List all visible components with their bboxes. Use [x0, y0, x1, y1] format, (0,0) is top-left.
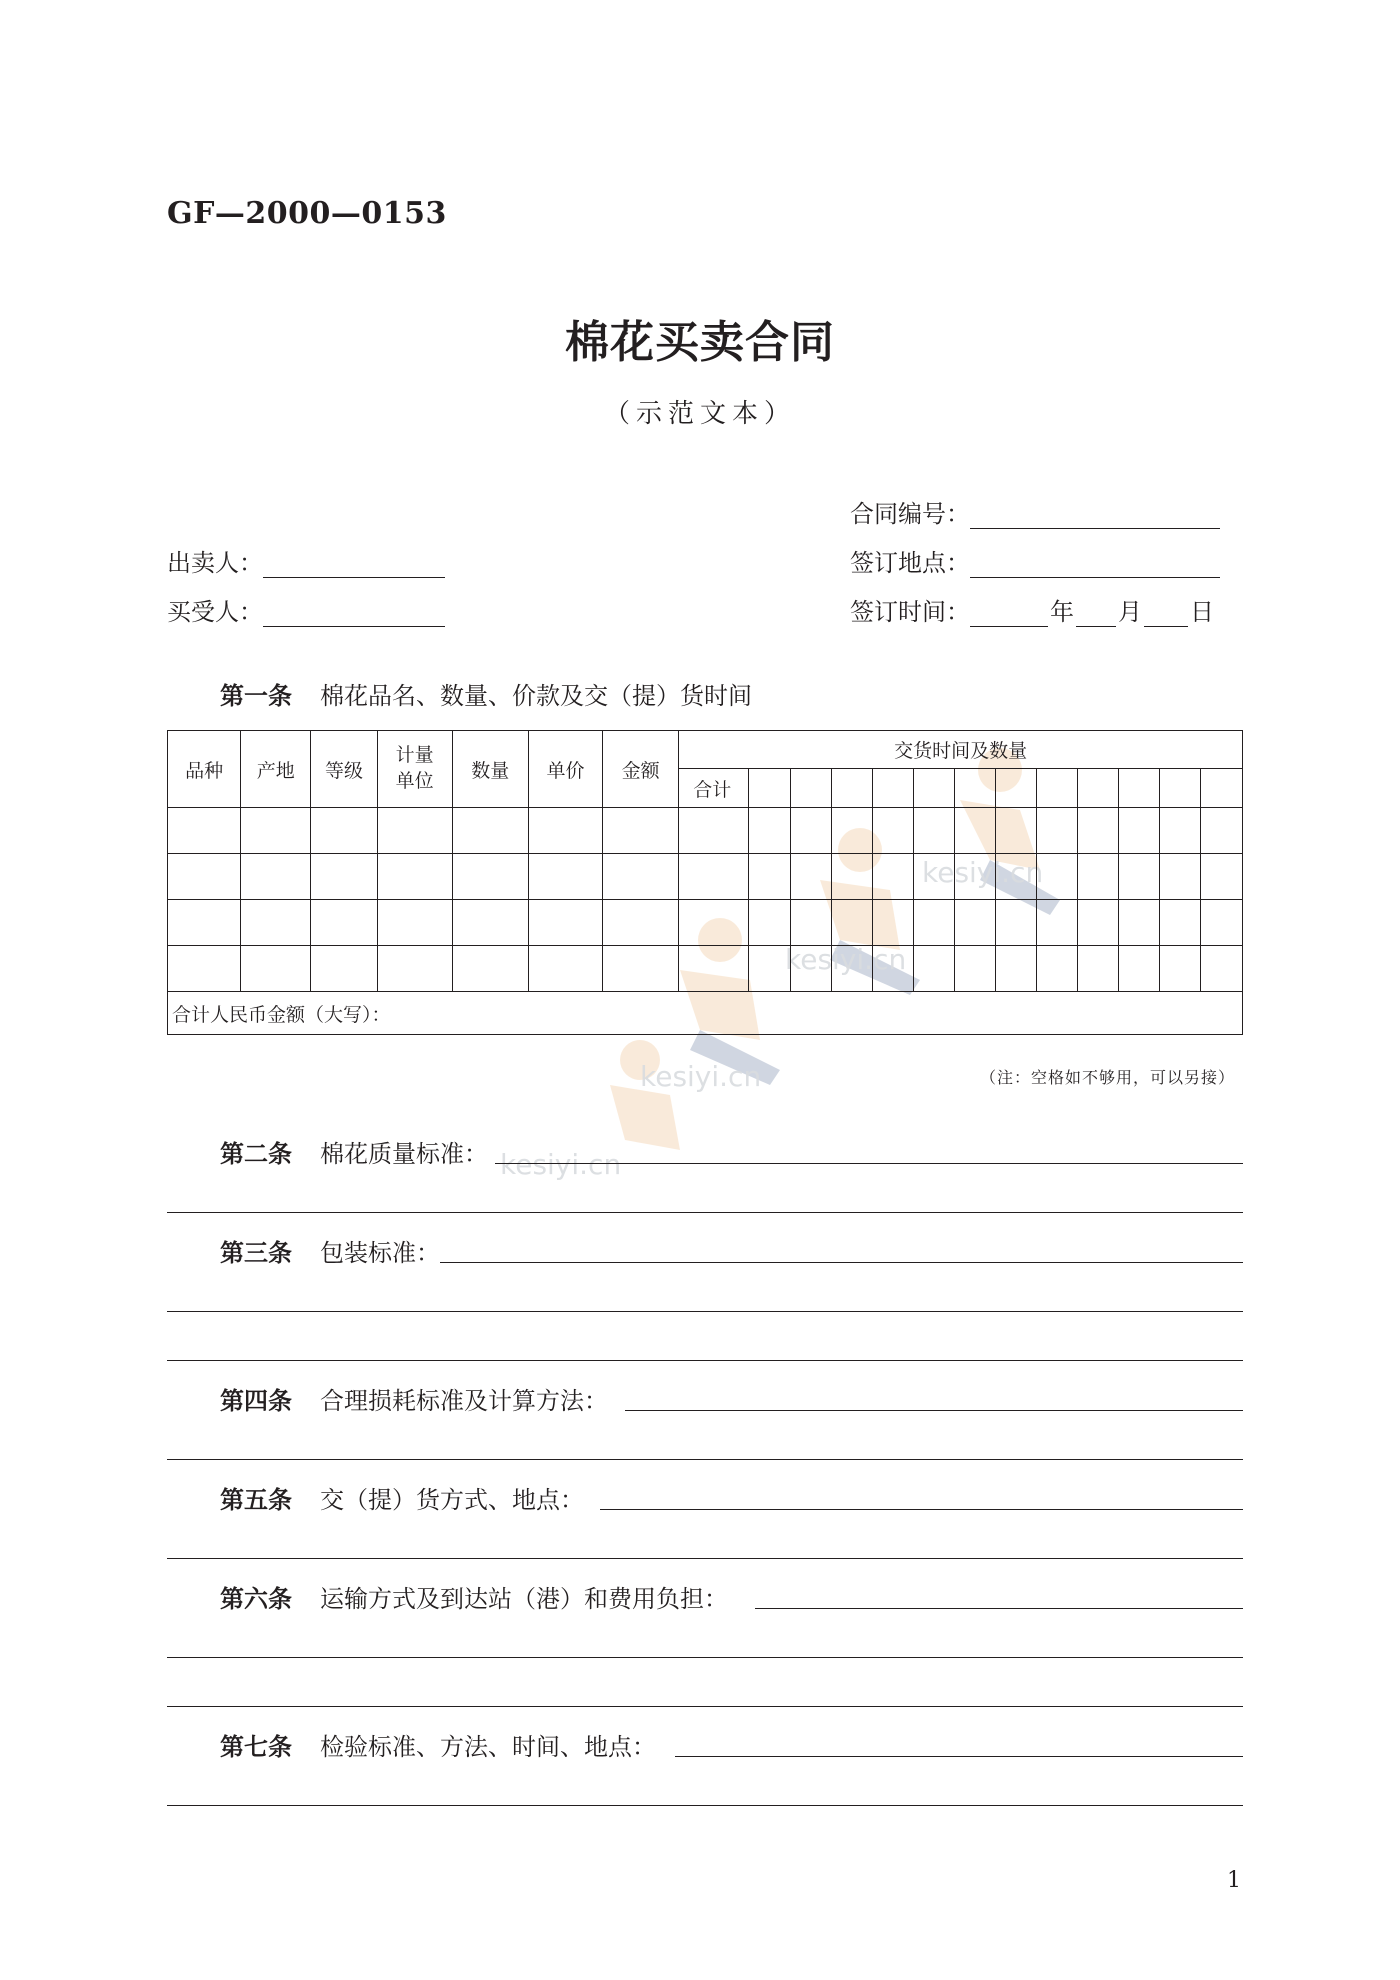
watermark-text: kesiyi.cn [640, 1060, 762, 1093]
buyer-field [167, 592, 445, 627]
page-title: 棉花买卖合同 [565, 317, 835, 368]
sign-place-label: 签订地点： [850, 549, 970, 577]
seller-field [167, 543, 445, 578]
article-number: 第七条 [220, 1732, 292, 1761]
header-variety: 品种 [168, 731, 241, 808]
day-label: 日 [1190, 598, 1214, 626]
article-title: 检验标准、方法、时间、地点： [320, 1733, 656, 1761]
page-subtitle: （示范文本） [603, 399, 796, 429]
blank-line[interactable] [167, 1459, 1243, 1460]
contract-number-label: 合同编号： [850, 500, 970, 528]
article-4-blank[interactable] [625, 1410, 1243, 1411]
article-3 [220, 1233, 440, 1268]
total-amount-label: 合计人民币金额（大写）： [168, 992, 1243, 1035]
month-label: 月 [1118, 598, 1142, 626]
article-1 [220, 676, 752, 711]
article-number: 第三条 [220, 1238, 292, 1267]
blank-line[interactable] [167, 1212, 1243, 1213]
article-title: 棉花质量标准： [320, 1140, 488, 1168]
sign-year-blank[interactable] [970, 600, 1048, 627]
header-grade: 等级 [311, 731, 377, 808]
sign-month-blank[interactable] [1076, 600, 1116, 627]
blank-line[interactable] [167, 1311, 1243, 1312]
contract-number-blank[interactable] [970, 502, 1220, 529]
table-row [168, 946, 1243, 992]
header-unit: 计量单位 [377, 731, 452, 808]
article-5-blank[interactable] [600, 1509, 1243, 1510]
table-row [168, 900, 1243, 946]
article-2-blank[interactable] [495, 1163, 1243, 1164]
blank-line[interactable] [167, 1657, 1243, 1658]
header-delivery: 交货时间及数量 [679, 731, 1243, 769]
blank-line[interactable] [167, 1360, 1243, 1361]
sign-time-field [850, 592, 1216, 627]
article-title: 棉花品名、数量、价款及交（提）货时间 [320, 682, 752, 710]
seller-blank[interactable] [263, 551, 445, 578]
watermark-text: kesiyi.cn [500, 1148, 622, 1181]
table-note: （注：空格如不够用，可以另接） [980, 1068, 1236, 1087]
article-title: 包装标准： [320, 1239, 440, 1267]
blank-line[interactable] [167, 1706, 1243, 1707]
article-number: 第二条 [220, 1139, 292, 1168]
article-3-blank[interactable] [440, 1262, 1243, 1263]
blank-line[interactable] [167, 1558, 1243, 1559]
sign-time-label: 签订时间： [850, 598, 970, 626]
article-title: 运输方式及到达站（港）和费用负担： [320, 1585, 728, 1613]
sign-place-field [850, 543, 1220, 578]
sign-place-blank[interactable] [970, 551, 1220, 578]
watermark-text: kesiyi.cn [785, 943, 907, 976]
page-number: 1 [1227, 1868, 1241, 1893]
article-title: 交（提）货方式、地点： [320, 1486, 584, 1514]
header-quantity: 数量 [452, 731, 528, 808]
article-4 [220, 1381, 608, 1416]
article-7-blank[interactable] [675, 1756, 1243, 1757]
article-5 [220, 1480, 584, 1515]
article-number: 第四条 [220, 1386, 292, 1415]
article-number: 第六条 [220, 1584, 292, 1613]
header-amount: 金额 [603, 731, 679, 808]
article-title: 合理损耗标准及计算方法： [320, 1387, 608, 1415]
header-origin: 产地 [241, 731, 311, 808]
sign-day-blank[interactable] [1144, 600, 1188, 627]
table-row [168, 854, 1243, 900]
article-2 [220, 1134, 488, 1169]
header-unit-price: 单价 [528, 731, 602, 808]
buyer-blank[interactable] [263, 600, 445, 627]
blank-line[interactable] [167, 1805, 1243, 1806]
table-row [168, 808, 1243, 854]
header-subtotal: 合计 [679, 769, 749, 808]
document-code: GF—2000—0153 [167, 196, 447, 231]
seller-label: 出卖人： [167, 549, 263, 577]
buyer-label: 买受人： [167, 598, 263, 626]
goods-table [167, 730, 1243, 1035]
article-number: 第一条 [220, 681, 292, 710]
article-6 [220, 1579, 728, 1614]
article-number: 第五条 [220, 1485, 292, 1514]
watermark-text: kesiyi.cn [922, 856, 1044, 889]
article-7 [220, 1727, 656, 1762]
contract-number-field [850, 494, 1220, 529]
article-6-blank[interactable] [755, 1608, 1243, 1609]
year-label: 年 [1050, 598, 1074, 626]
